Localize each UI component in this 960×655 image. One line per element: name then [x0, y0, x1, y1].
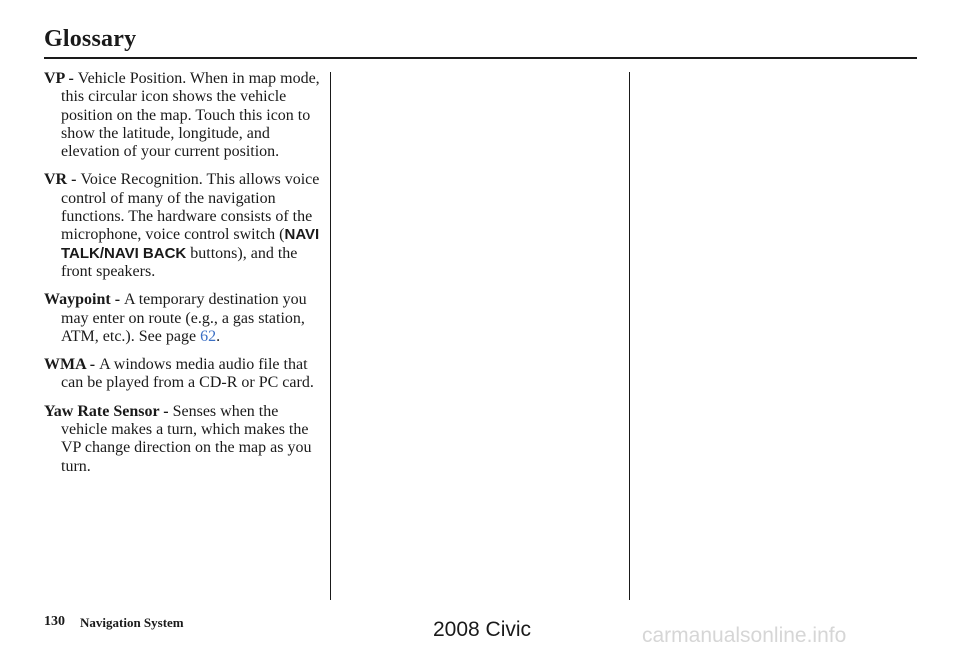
glossary-entry-waypoint [44, 291, 320, 346]
glossary-definition-cont: . [216, 327, 221, 345]
glossary-definition: A temporary destination you may enter on route (e.g., a gas station, ATM, etc.). See page [61, 291, 307, 345]
glossary-definition: A windows media audio file that can be played from a CD-R or PC card. [61, 356, 314, 392]
glossary-definition-cont: buttons), and the front speakers. [61, 244, 298, 280]
glossary-term: WMA - [44, 356, 100, 374]
glossary-entry-vp [44, 70, 320, 161]
column-divider-left [330, 72, 331, 600]
page-title: Glossary [44, 26, 137, 52]
site-watermark: carmanualsonline.info [642, 624, 847, 647]
glossary-entry-wma [44, 356, 320, 393]
page-link[interactable]: 62 [200, 327, 217, 345]
glossary-column [44, 70, 320, 486]
glossary-definition: Vehicle Position. When in map mode, this circular icon shows the vehicle position on the map. Touch this icon to show the latitude, longitude, and elevation of your current position. [61, 70, 320, 161]
glossary-term: VP - [44, 70, 78, 87]
glossary-definition: Senses when the vehicle makes a turn, which makes the VP change direction on the map as you turn. [61, 402, 312, 475]
page-number: 130 [44, 614, 65, 629]
footer-section: Navigation System [80, 615, 184, 630]
glossary-term: Waypoint - [44, 291, 125, 309]
glossary-term: VR - [44, 171, 81, 189]
glossary-definition: Voice Recognition. This allows voice control of many of the navigation functions. The hardware consists of the microphone, voice control switch ( [61, 171, 320, 244]
title-divider [44, 57, 917, 59]
glossary-entry-yaw-rate-sensor [44, 403, 320, 476]
glossary-entry-vr [44, 171, 320, 281]
glossary-term: Yaw Rate Sensor - [44, 402, 173, 420]
vehicle-model: 2008 Civic [433, 618, 532, 641]
column-divider-right [629, 72, 630, 600]
button-names: NAVI TALK/NAVI BACK [61, 226, 320, 262]
